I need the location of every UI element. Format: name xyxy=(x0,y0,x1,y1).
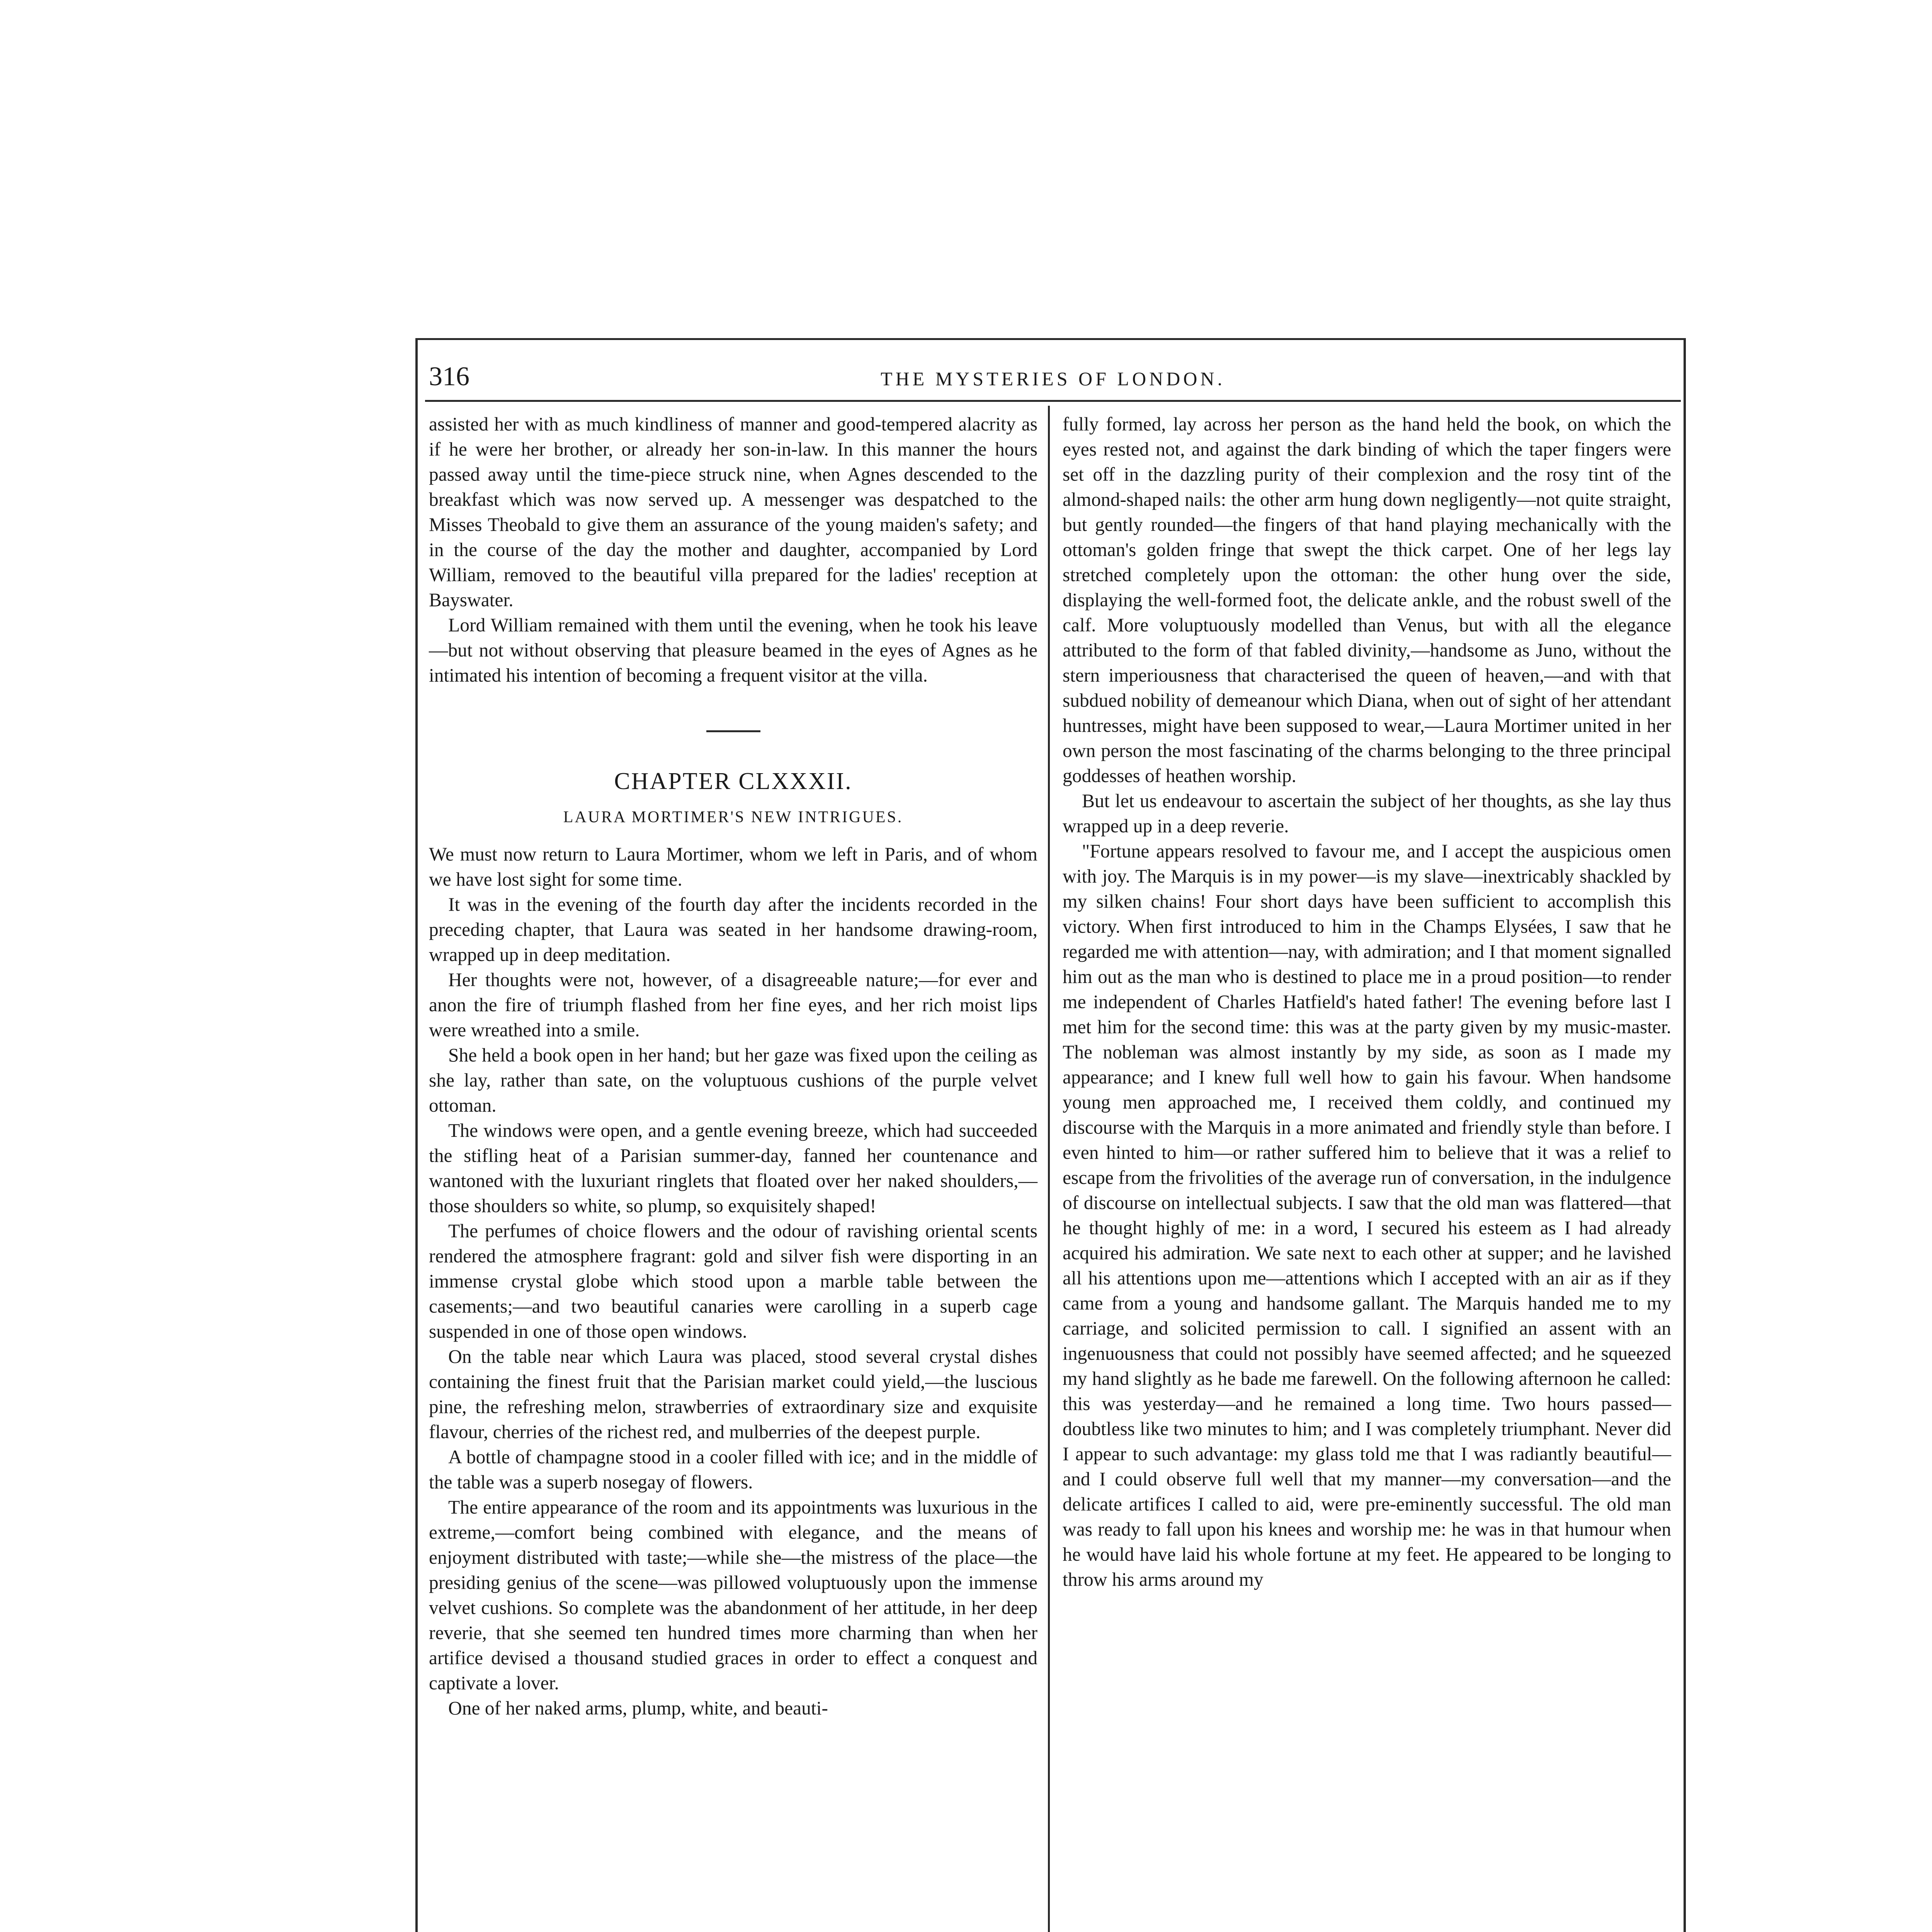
paragraph: But let us endeavour to ascertain the subject of her thoughts, as she lay thus wrapped up in a deep reverie. xyxy=(1063,790,1671,837)
paragraph: We must now return to Laura Mortimer, whom we left in Paris, and of whom we have lost sight for some time. xyxy=(429,844,1037,890)
chapter-subtitle: LAURA MORTIMER'S NEW INTRIGUES. xyxy=(563,808,903,826)
header-rule xyxy=(425,400,1681,402)
paragraph: The windows were open, and a gentle evening breeze, which had succeeded the stifling heat of a Parisian summer-day, fanned her countenance and wantoned with the luxuriant ringlets that floated over her naked shoulders,—those shoulders so white, so plump, so exquisitely shaped! xyxy=(429,1120,1037,1216)
paragraph: She held a book open in her hand; but her gaze was fixed upon the ceiling as she lay, rather than sate, on the voluptuous cushions of the purple velvet ottoman. xyxy=(429,1044,1037,1116)
left-column xyxy=(429,412,1037,1721)
section-break-rule xyxy=(706,730,760,732)
paragraph: A bottle of champagne stood in a cooler filled with ice; and in the middle of the table was a superb nosegay of flowers. xyxy=(429,1446,1037,1493)
page-number: 316 xyxy=(429,362,469,391)
running-title: THE MYSTERIES OF LONDON. xyxy=(881,368,1225,389)
paragraph: It was in the evening of the fourth day after the incidents recorded in the preceding chapter, that Laura was seated in her handsome drawing-room, wrapped up in deep meditation. xyxy=(429,894,1037,965)
paragraph: One of her naked arms, plump, white, and beauti- xyxy=(448,1697,828,1719)
chapter-heading: CHAPTER CLXXXII. xyxy=(614,768,852,794)
paragraph: Lord William remained with them until the evening, when he took his leave—but not without observing that pleasure beamed in the eyes of Agnes as he intimated his intention of becoming a frequent visitor at the villa. xyxy=(429,614,1037,686)
paragraph: assisted her with as much kindliness of manner and good-tempered alacrity as if he were her brother, or already her son-in-law. In this manner the hours passed away until the time-piece struck nine, when Agnes descended to the breakfast which was now served up. A messenger was despatched to the Misses Theobald to give them an assurance of the young maiden's safety; and in the course of the day the mother and daughter, accompanied by Lord William, removed to the beautiful villa prepared for the ladies' reception at Bayswater. xyxy=(429,413,1037,611)
column-divider xyxy=(1048,406,1050,1932)
paragraph: Her thoughts were not, however, of a disagreeable nature;—for ever and anon the fire of triumph flashed from her fine eyes, and her rich moist lips were wreathed into a smile. xyxy=(429,969,1037,1041)
right-column xyxy=(1063,412,1671,1592)
paragraph: The entire appearance of the room and its appointments was luxurious in the extreme,—comfort being combined with elegance, and the means of enjoyment distributed with taste;—while she—the mistress of the place—the presiding genius of the scene—was pillowed voluptuously upon the immense velvet cushions. So complete was the abandonment of her attitude, in her deep reverie, that she seemed ten hundred times more charming than when her artifice devised a thousand studied graces in order to effect a conquest and captivate a lover. xyxy=(429,1497,1037,1694)
running-head xyxy=(425,361,1681,396)
paragraph: The perfumes of choice flowers and the odour of ravishing oriental scents rendered the atmosphere fragrant: gold and silver fish were disporting in an immense crystal globe which stood upon a marble table between the casements;—and two beautiful canaries were carolling in a superb cage suspended in one of those open windows. xyxy=(429,1220,1037,1342)
paragraph: fully formed, lay across her person as the hand held the book, on which the eyes rested not, and against the dark binding of which the taper fingers were set off in the dazzling purity of their complexion and the rosy tint of the almond-shaped nails: the other arm hung down negligently—not quite straight, but gently rounded—the fingers of that hand playing mechanically with the ottoman's golden fringe that swept the thick carpet. One of her legs lay stretched completely upon the ottoman: the other hung over the side, displaying the well-formed foot, the delicate ankle, and the robust swell of the calf. More voluptuously modelled than Venus, but with all the elegance attributed to the form of that fabled divinity,—handsome as Juno, without the stern imperiousness that characterised the queen of heaven,—and with that subdued nobility of demeanour which Diana, when out of sight of her attendant huntresses, might have been supposed to wear,—Laura Mortimer united in her own person the most fascinating of the charms belonging to the three principal goddesses of heathen worship. xyxy=(1063,413,1671,786)
paragraph: "Fortune appears resolved to favour me, and I accept the auspicious omen with joy. The Marquis is in my power—is my slave—inextricably shackled by my silken chains! Four short days have been sufficient to accomplish this victory. When first introduced to him in the Champs Elysées, I saw that he regarded me with attention—nay, with admiration; and I that moment signalled him out as the man who is destined to place me in a proud position—to render me independent of Charles Hatfield's hated father! The evening before last I met him for the second time: this was at the party given by my music-master. The nobleman was almost instantly by my side, as soon as I made my appearance; and I knew full well how to gain his favour. When handsome young men approached me, I received them coldly, and continued my discourse with the Marquis in a more animated and friendly style than before. I even hinted to him—or rather suffered him to believe that it was a relief to escape from the frivolities of the average run of conversation, in the indulgence of discourse on intellectual subjects. I saw that the old man was flattered—that he thought highly of me: in a word, I secured his esteem as I had already acquired his admiration. We sate next to each other at supper; and he lavished all his attentions upon me—attentions which I accepted with an air as if they came from a young and handsome gallant. The Marquis handed me to my carriage, and solicited permission to call. I signified an assent with an ingenuousness that could not possibly have seemed affected; and he squeezed my hand slightly as he bade me farewell. On the following afternoon he called: this was yesterday—and he remained a long time. Two hours passed—doubtless like two minutes to him; and I was completely triumphant. Never did I appear to such advantage: my glass told me that I was radiantly beautiful—and I could observe full well that my manner—my conversation—and the delicate artifices I called to aid, were pre-eminently successful. The old man was ready to fall upon his knees and worship me: he was in that humour when he would have laid his whole fortune at my feet. He appeared to be longing to throw his arms around my xyxy=(1063,840,1671,1590)
paragraph: On the table near which Laura was placed, stood several crystal dishes containing the finest fruit that the Parisian market could yield,—the luscious pine, the refreshing melon, strawberries of extraordinary size and exquisite flavour, cherries of the richest red, and mulberries of the deepest purple. xyxy=(429,1346,1037,1442)
